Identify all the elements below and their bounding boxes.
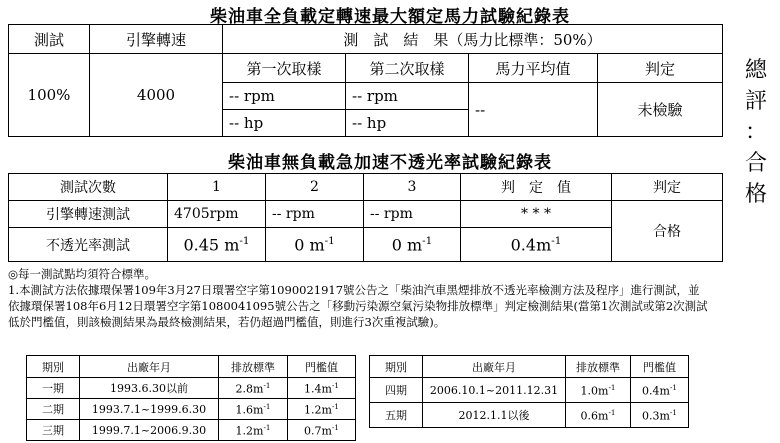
row-engine-rpm-label: 引擎轉速測試 [9, 201, 168, 228]
standards-table-left [26, 355, 356, 441]
sample-1-hp: -- hp [223, 110, 346, 137]
opacity-table [8, 173, 723, 262]
header-test: 測試 [9, 25, 90, 54]
opacity-judgement [612, 201, 723, 262]
col-emission-std: 排放標準 [219, 356, 288, 378]
rpm-judged-value: * * * [461, 201, 612, 228]
notes [8, 266, 708, 330]
col-period: 期別 [370, 356, 423, 378]
col-threshold: 門檻值 [631, 356, 689, 378]
note-method: 1.本測試方法依據環保署109年3月27日環署空字第1090021917號公告之「柴油汽車黑煙排放不透光率檢測方法及程序」進行測試，並依據環保署108年6月12日環署空字第1080041095號公告之「移動污染源空氣污染物排放標準」判定檢測結果(當第1次測試或第2次測試低於門檻值，則該檢測結果為最終檢測結果，若仍超過門檻值，則進行3次重複試驗)。 [8, 283, 708, 329]
col-mfg-date: 出廠年月 [80, 356, 219, 378]
col-emission-std: 排放標準 [566, 356, 631, 378]
horsepower-table [8, 24, 723, 137]
header-sample-2: 第二次取樣 [346, 54, 469, 83]
sample-2-rpm: -- rpm [346, 83, 469, 110]
average-value: -- [469, 83, 598, 137]
header-run-3: 3 [364, 174, 461, 201]
header-engine-rpm: 引擎轉速 [90, 25, 223, 54]
table-row: 一期 1993.6.30以前 $2.8m^{-1}$ $1.4m^{-1}$ [27, 378, 356, 399]
table-row: 四期 2006.10.1~2011.12.31 $1.0m^{-1}$ $0.4m^{-1}$ [370, 378, 689, 403]
opacity-run-2: 0 $m^{-1}$ [266, 228, 364, 262]
header-average: 馬力平均值 [469, 54, 598, 83]
header-run-1: 1 [168, 174, 266, 201]
col-mfg-date: 出廠年月 [423, 356, 566, 378]
col-period: 期別 [27, 356, 80, 378]
sample-1-rpm: -- rpm [223, 83, 346, 110]
standards-table-right [369, 355, 689, 428]
opacity-run-1: 0.45 $m^{-1}$ [168, 228, 266, 262]
header-sample-1: 第一次取樣 [223, 54, 346, 83]
title-horsepower: 柴油車全負載定轉速最大額定馬力試驗紀錄表 [210, 7, 570, 27]
title-opacity: 柴油車無負載急加速不透光率試驗紀錄表 [228, 153, 552, 173]
table-row: 二期 1993.7.1~1999.6.30 $1.6m^{-1}$ $1.2m^{-1}$ [27, 399, 356, 420]
header-test-result: 測 試 結 果（馬力比標準：50%） [223, 25, 723, 54]
note-standard: ◎每一測試點均須符合標準。 [8, 267, 157, 281]
opacity-run-3: 0 $m^{-1}$ [364, 228, 461, 262]
header-judgement: 判定 [612, 174, 723, 201]
rpm-run-2: -- rpm [266, 201, 364, 228]
row-opacity-label: 不透光率測試 [9, 228, 168, 262]
judgement-value: 未檢驗 [598, 83, 723, 137]
table-row: 五期 2012.1.1以後 $0.6m^{-1}$ $0.3m^{-1}$ [370, 403, 689, 428]
rpm-run-1: 4705rpm [168, 201, 266, 228]
col-threshold: 門檻值 [288, 356, 356, 378]
header-run-2: 2 [266, 174, 364, 201]
header-judgement: 判定 [598, 54, 723, 83]
sample-2-hp: -- hp [346, 110, 469, 137]
opacity-judgement-text: 合格 [653, 224, 681, 240]
engine-rpm: 4000 [90, 54, 223, 137]
header-test-count: 測試次數 [9, 174, 168, 201]
opacity-judged-value: $0.4m^{-1}$ [461, 228, 612, 262]
rpm-run-3: -- rpm [364, 201, 461, 228]
table-row: 三期 1999.7.1~2006.9.30 $1.2m^{-1}$ $0.7m^{-1}$ [27, 420, 356, 441]
load-percent: 100% [9, 54, 90, 137]
header-judged-value: 判 定 值 [461, 174, 612, 201]
overall-verdict: 總 評 ： 合 格 [744, 58, 767, 207]
